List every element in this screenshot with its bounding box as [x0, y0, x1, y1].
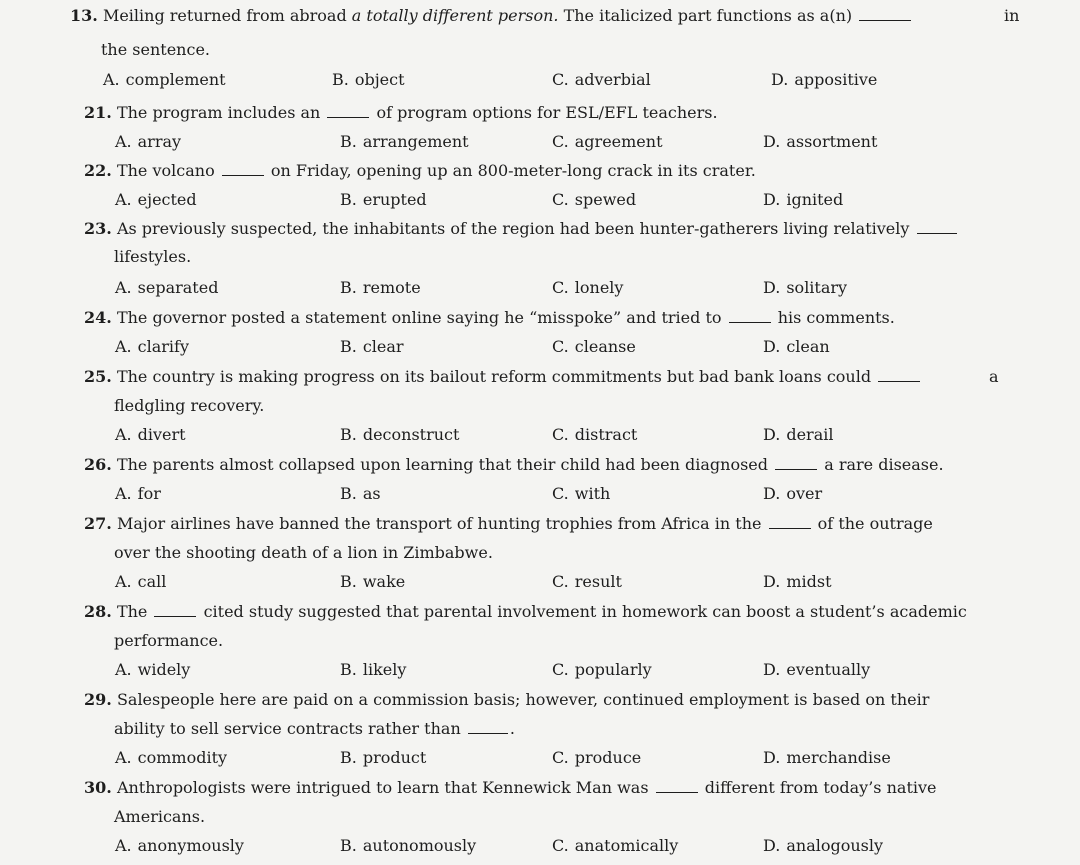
option-c[interactable]: C. cleanse: [552, 337, 636, 356]
question-text-end: cited study suggested that parental involvement in homework can boost a student’s academic: [203, 602, 967, 621]
option-c[interactable]: C. with: [552, 484, 611, 503]
question-text: The volcano: [116, 161, 215, 180]
option-a[interactable]: A. clarify: [115, 337, 189, 356]
option-a[interactable]: A. ejected: [115, 190, 197, 209]
question-number: 21.: [84, 103, 112, 122]
question-text: As previously suspected, the inhabitants of the region had been hunter-gatherers living relatively: [116, 219, 910, 238]
option-d[interactable]: D. clean: [763, 337, 830, 356]
question-22: [84, 161, 756, 181]
option-c[interactable]: C. adverbial: [552, 70, 651, 89]
question-number: 25.: [84, 367, 112, 386]
option-b[interactable]: B. as: [340, 484, 381, 503]
question-text: Salespeople here are paid on a commission basis; however, continued employment is based on their: [116, 690, 930, 709]
question-text-end: different from today’s native: [704, 778, 937, 797]
option-b[interactable]: B. autonomously: [340, 836, 477, 855]
question-13-continuation: the sentence.: [101, 40, 210, 59]
question-text: The: [116, 602, 148, 621]
question-text-end: his comments.: [777, 308, 895, 327]
answer-blank: [656, 779, 698, 793]
option-d[interactable]: D. assortment: [763, 132, 878, 151]
question-number: 24.: [84, 308, 112, 327]
question-text-mid: The italicized part functions as a(n): [558, 6, 853, 25]
option-a[interactable]: A. widely: [115, 660, 191, 679]
option-d[interactable]: D. merchandise: [763, 748, 891, 767]
question-24: [84, 308, 895, 328]
option-d[interactable]: D. analogously: [763, 836, 884, 855]
question-30-continuation: Americans.: [114, 807, 206, 826]
option-d[interactable]: D. derail: [763, 425, 834, 444]
answer-blank: [917, 220, 957, 234]
question-text-end: on Friday, opening up an 800-meter-long crack in its crater.: [270, 161, 756, 180]
answer-blank: [859, 7, 911, 21]
question-21: [84, 103, 718, 123]
question-text: The parents almost collapsed upon learning that their child had been diagnosed: [116, 455, 769, 474]
question-number: 22.: [84, 161, 112, 180]
question-text-end: in: [1004, 6, 1020, 25]
option-b[interactable]: B. product: [340, 748, 427, 767]
option-c[interactable]: C. anatomically: [552, 836, 679, 855]
answer-blank: [154, 603, 196, 617]
italic-phrase: a totally different person.: [351, 6, 559, 25]
question-text-end: of program options for ESL/EFL teachers.: [376, 103, 718, 122]
question-30: [84, 778, 937, 798]
option-b[interactable]: B. arrangement: [340, 132, 469, 151]
option-c[interactable]: C. distract: [552, 425, 638, 444]
question-text: Anthropologists were intrigued to learn that Kennewick Man was: [116, 778, 649, 797]
option-c[interactable]: C. popularly: [552, 660, 652, 679]
question-number: 29.: [84, 690, 112, 709]
option-d[interactable]: D. appositive: [771, 70, 878, 89]
question-text-end: a rare disease.: [824, 455, 944, 474]
option-a[interactable]: A. array: [115, 132, 182, 151]
question-13: [70, 6, 1030, 26]
option-b[interactable]: B. remote: [340, 278, 421, 297]
answer-blank: [769, 515, 811, 529]
question-text: The program includes an: [116, 103, 321, 122]
option-a[interactable]: A. separated: [115, 278, 219, 297]
option-d[interactable]: D. eventually: [763, 660, 871, 679]
option-a[interactable]: A. complement: [103, 70, 226, 89]
option-d[interactable]: D. over: [763, 484, 823, 503]
option-c[interactable]: C. spewed: [552, 190, 637, 209]
answer-blank: [878, 368, 920, 382]
answer-blank: [775, 456, 817, 470]
answer-blank: [222, 162, 264, 176]
question-text: The country is making progress on its bailout reform commitments but bad bank loans could: [116, 367, 872, 386]
question-26: [84, 455, 944, 475]
option-d[interactable]: D. midst: [763, 572, 832, 591]
option-a[interactable]: A. commodity: [115, 748, 228, 767]
question-text: Major airlines have banned the transport of hunting trophies from Africa in the: [116, 514, 762, 533]
question-28: [84, 602, 967, 622]
option-b[interactable]: B. likely: [340, 660, 407, 679]
question-28-continuation: performance.: [114, 631, 224, 650]
option-c[interactable]: C. produce: [552, 748, 642, 767]
option-a[interactable]: A. for: [115, 484, 161, 503]
answer-blank: [729, 309, 771, 323]
option-a[interactable]: A. anonymously: [115, 836, 244, 855]
option-c[interactable]: C. agreement: [552, 132, 663, 151]
option-b[interactable]: B. object: [332, 70, 405, 89]
question-text-end: a: [989, 367, 999, 386]
answer-blank: [327, 104, 369, 118]
question-number: 23.: [84, 219, 112, 238]
question-27: [84, 514, 933, 534]
question-number: 27.: [84, 514, 112, 533]
question-29-continuation: ability to sell service contracts rather than .: [114, 719, 515, 738]
option-d[interactable]: D. solitary: [763, 278, 848, 297]
answer-blank: [468, 720, 508, 734]
question-text: Meiling returned from abroad: [102, 6, 352, 25]
question-27-continuation: over the shooting death of a lion in Zimbabwe.: [114, 543, 493, 562]
option-b[interactable]: B. wake: [340, 572, 406, 591]
question-number: 26.: [84, 455, 112, 474]
option-c[interactable]: C. result: [552, 572, 622, 591]
option-b[interactable]: B. deconstruct: [340, 425, 460, 444]
option-b[interactable]: B. clear: [340, 337, 404, 356]
question-25-continuation: fledgling recovery.: [114, 396, 265, 415]
question-25: [84, 367, 1004, 387]
question-23-continuation: lifestyles.: [114, 247, 192, 266]
option-a[interactable]: A. divert: [115, 425, 186, 444]
question-text-end: of the outrage: [817, 514, 933, 533]
question-number: 30.: [84, 778, 112, 797]
option-d[interactable]: D. ignited: [763, 190, 844, 209]
option-a[interactable]: A. call: [115, 572, 167, 591]
question-29: [84, 690, 929, 710]
question-text: The governor posted a statement online saying he “misspoke” and tried to: [116, 308, 722, 327]
question-number: 28.: [84, 602, 112, 621]
question-23: [84, 219, 959, 239]
option-c[interactable]: C. lonely: [552, 278, 624, 297]
option-b[interactable]: B. erupted: [340, 190, 427, 209]
question-number: 13.: [70, 6, 98, 25]
